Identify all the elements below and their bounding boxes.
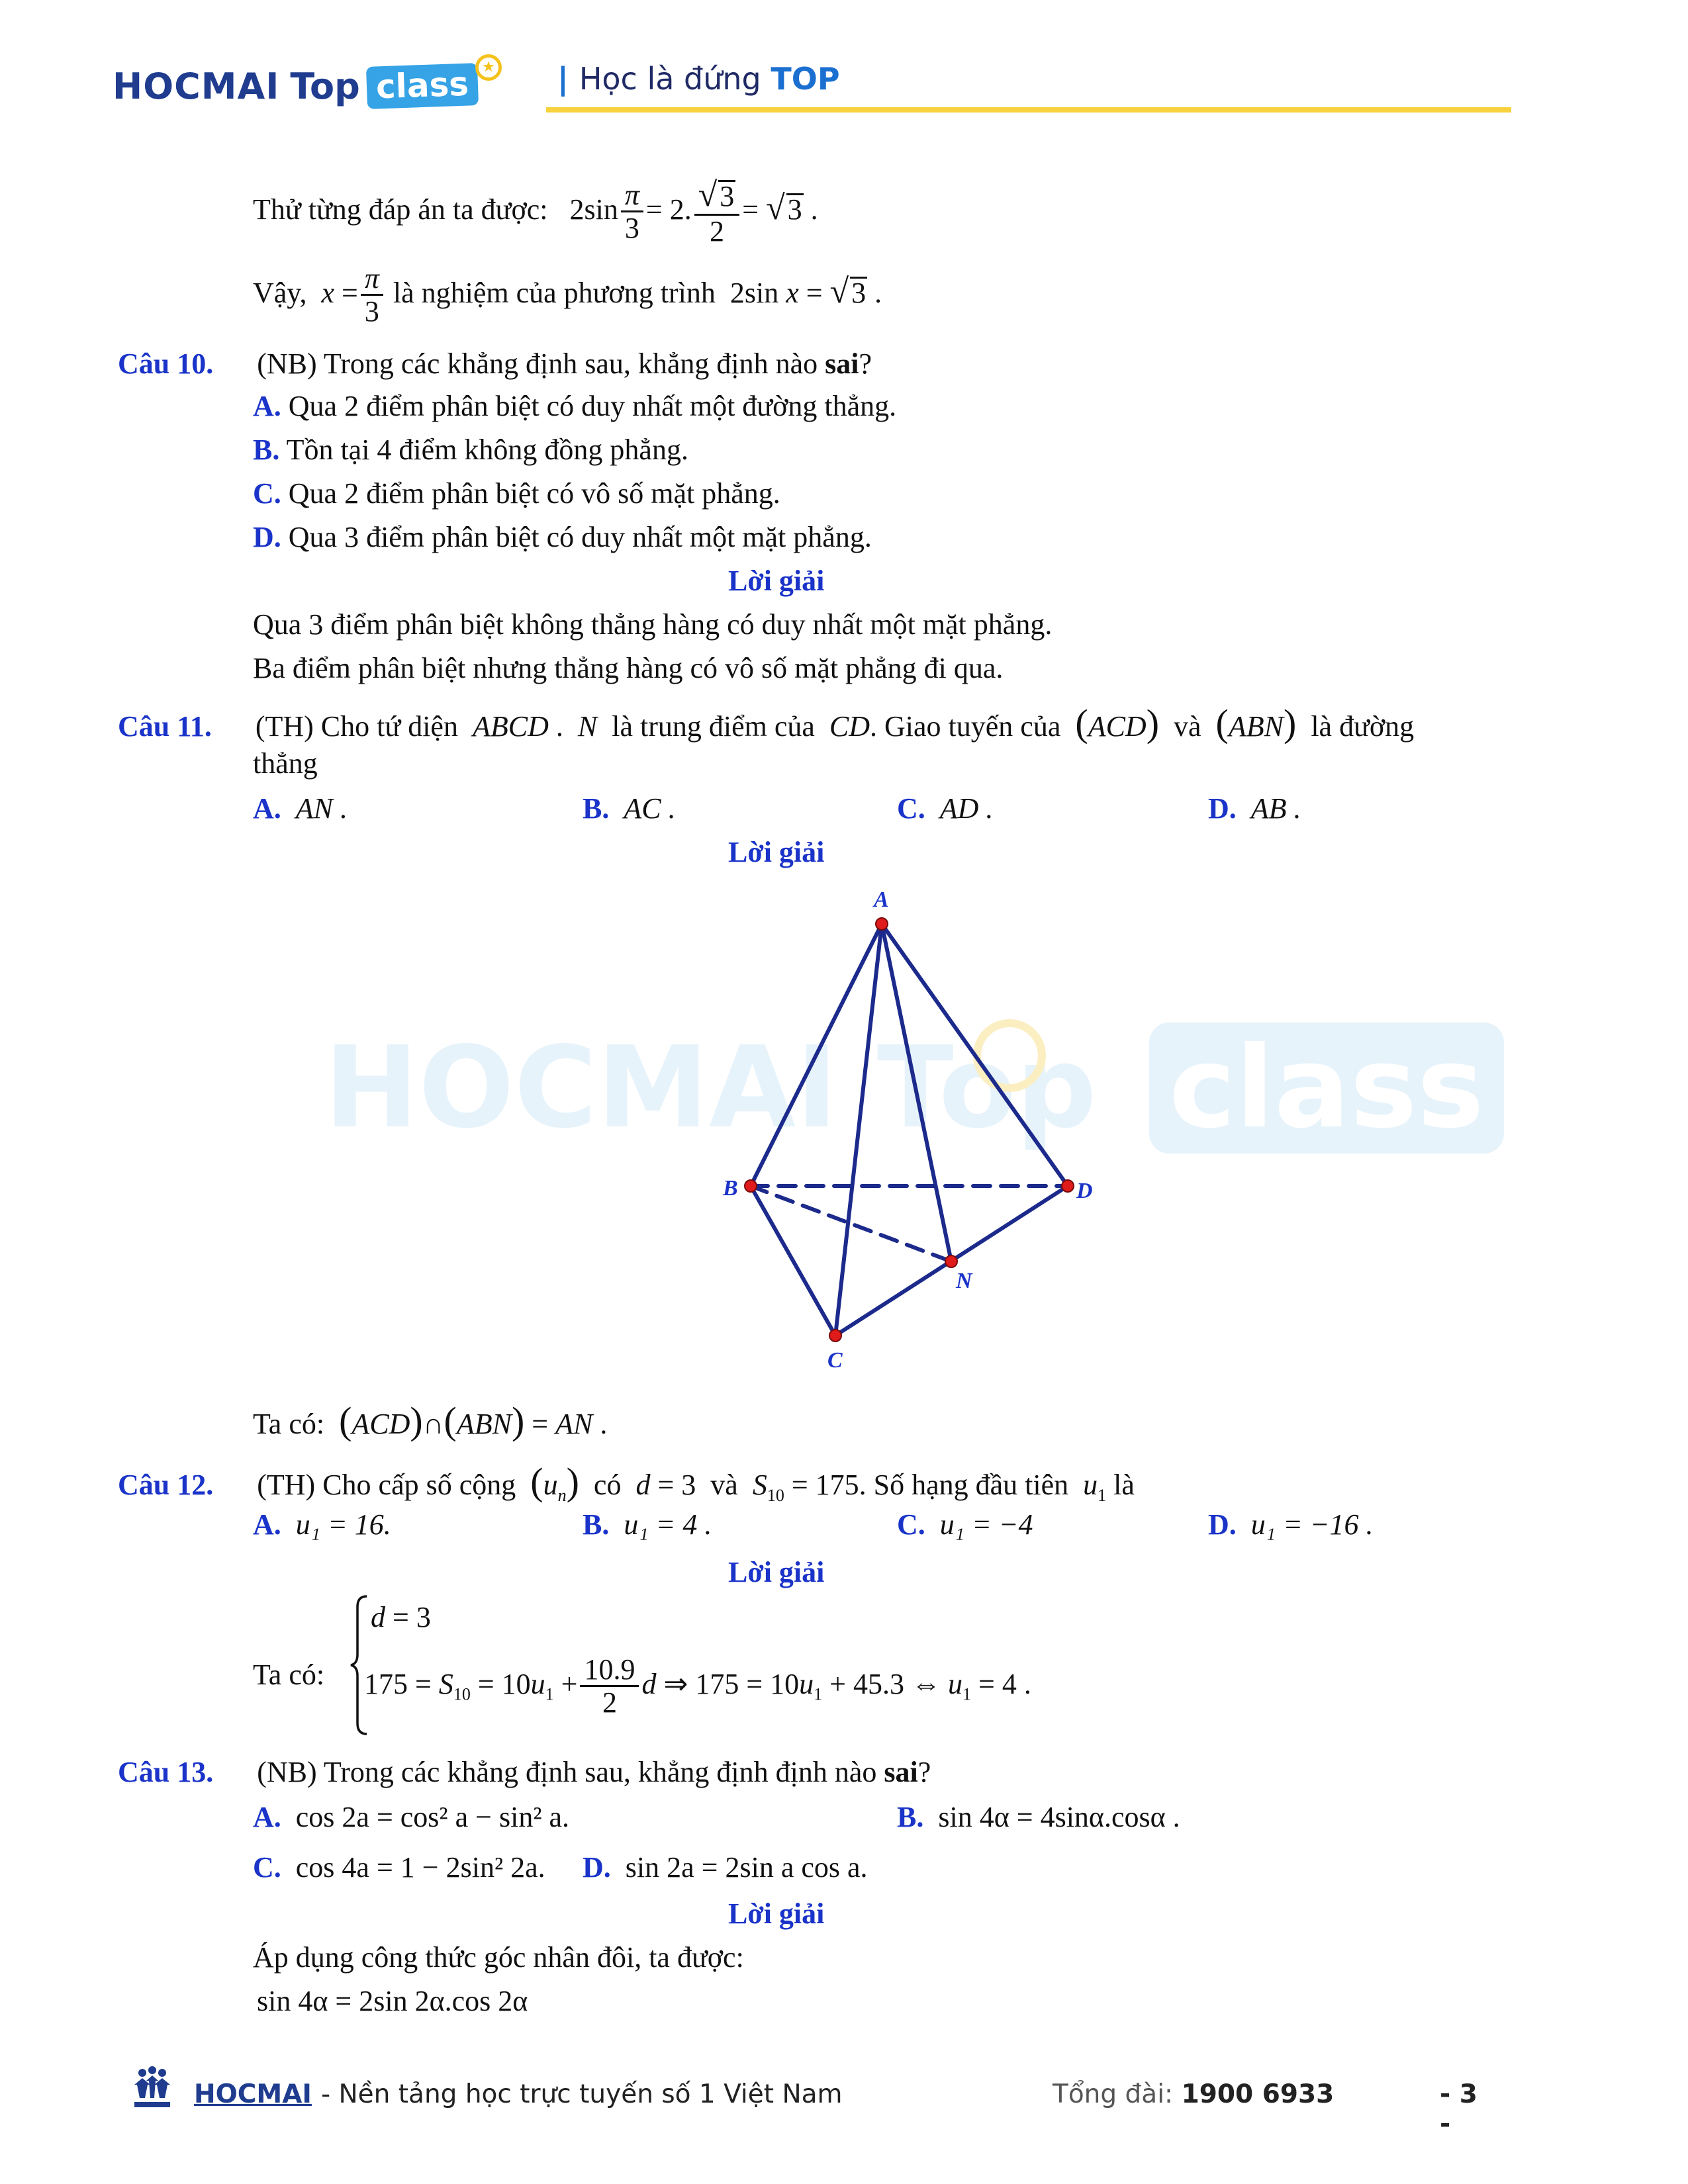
q12-result-pre: Ta có: [253,1659,325,1691]
q11-option-c[interactable] [897,792,993,827]
q11-stem: Câu 11. (TH) Cho tứ diện ABCD . N là trung điểm của CD. Giao tuyến của (ACD) và (ABN) là đường [118,702,1415,745]
q12-option-a-text: u₁ = 16. [295,1508,391,1541]
tagline-top: TOP [771,61,840,97]
q13-option-a[interactable] [253,1800,569,1835]
q11-option-d[interactable] [1208,792,1301,827]
star-icon: ★ [475,54,502,81]
page-number: - 3 - [1440,2079,1477,2139]
q13-option-b-text: sin 4α = 4sinα.cosα . [938,1801,1180,1833]
q11-option-d-key: D. [1208,792,1237,825]
q12-option-c-text: u₁ = −4 [939,1508,1033,1541]
q13-option-b-key: B. [897,1801,924,1833]
q9-conclusion-line [253,263,882,328]
q11-result-line [253,1398,607,1444]
label-n: N [956,1269,972,1293]
q12-option-a[interactable] [253,1508,391,1543]
point-n [945,1255,957,1267]
q12-option-d[interactable] [1208,1508,1373,1543]
q13-stem [118,1755,931,1790]
q10-option-b-key: B. [253,433,280,466]
q10-option-a[interactable] [253,389,896,424]
q10-option-c-text: Qua 2 điểm phân biệt có vô số mặt phẳng. [288,477,780,510]
edge-ab [751,924,882,1186]
q13-stem-bold: sai [884,1756,918,1788]
q12-label: Câu 12. [118,1469,214,1501]
q13-option-c[interactable] [253,1850,545,1886]
q11-math-plane-abn: (ABN) [1215,702,1297,745]
q12-option-b[interactable] [583,1508,712,1543]
edge-bc [751,1186,835,1336]
q10-stem-text: (NB) Trong các khẳng định sau, khẳng định nào [257,347,818,380]
point-b [745,1180,757,1192]
q12-stem [118,1459,1135,1506]
footer-hotline-number: 1900 6933 [1181,2079,1335,2109]
q12-system-eq1: d = 3 [371,1601,431,1633]
q12-stem-e: là [1113,1469,1135,1501]
q10-option-c[interactable] [253,477,780,512]
q11-option-a-text: AN . [295,792,348,825]
point-a [876,918,888,930]
q9-x-value: x = $\frac{\pi}{3}$ [314,277,385,309]
header-tagline [557,61,840,97]
q11-math-n: N [570,710,605,743]
q10-stem [118,347,872,382]
q13-option-d[interactable] [583,1850,868,1886]
q11-stem-line2: thẳng [253,747,318,780]
hocmai-people-icon [129,2065,175,2111]
q11-option-d-text: AB . [1250,792,1301,825]
q12-stem-c: và [710,1469,738,1501]
q11-option-c-text: AD . [939,792,994,825]
q11-solution-title: Lời giải [728,836,825,868]
q13-option-a-text: cos 2a = cos² a − sin² a. [295,1801,570,1833]
footer-brand[interactable]: HOCMAI [194,2079,312,2109]
q11-stem-e: là đường [1311,710,1415,743]
q11-result-formula: (ACD)∩(ABN) = AN . [339,1399,608,1442]
label-c: C [827,1348,843,1373]
q10-option-d[interactable] [253,520,872,555]
tagline-divider: | [557,61,569,97]
q11-option-a-key: A. [253,792,281,825]
q13-stem-text: (NB) Trong các khẳng định sau, khẳng định định nào [257,1756,877,1788]
q12-option-b-text: u₁ = 4 . [624,1508,712,1541]
q12-option-d-text: u₁ = −16 . [1250,1508,1374,1541]
logo-hocmai-text: HOCMAI [113,65,280,107]
q13-option-d-key: D. [583,1851,611,1884]
q13-option-c-text: cos 4a = 1 − 2sin² 2a. [295,1851,545,1884]
q12-stem-a: (TH) Cho cấp số cộng [257,1469,516,1501]
q10-solution-line-2: Ba điểm phân biệt nhưng thẳng hàng có vô số mặt phẳng đi qua. [253,652,1004,684]
q11-option-b[interactable] [583,792,676,827]
q9-test-line [253,177,818,248]
q12-solution-title: Lời giải [728,1556,825,1588]
header-underline [546,107,1511,113]
q11-math-cd: CD [821,710,870,743]
q9-conclusion-pre: Vậy, [253,276,307,309]
q11-math-plane-acd: (ACD) [1075,702,1160,745]
q11-label: Câu 11. [118,710,212,743]
page-header [113,46,1509,119]
q11-option-a[interactable] [253,792,348,827]
q10-option-d-text: Qua 3 điểm phân biệt có duy nhất một mặt phẳng. [288,521,872,553]
q12-math-un: $(u_n)$ [530,1460,579,1505]
q13-option-d-text: sin 2a = 2sin a cos a. [625,1851,868,1884]
q11-stem-d: và [1174,710,1201,743]
label-b: B [723,1176,738,1201]
q13-option-a-key: A. [253,1801,281,1833]
q11-math-abcd: ABCD [465,710,549,743]
q11-option-b-key: B. [583,792,610,825]
q11-result-pre: Ta có: [253,1408,325,1440]
q10-solution-line-1: Qua 3 điểm phân biệt không thẳng hàng có duy nhất một mặt phẳng. [253,608,1053,641]
q12-stem-b: có [593,1469,622,1501]
q12-math-u1: $u_1$ [1083,1469,1107,1505]
tagline-text: Học là đứng [579,61,761,97]
hocmai-topclass-logo [113,59,495,113]
q11-option-b-text: AC . [624,792,676,825]
q12-option-b-key: B. [583,1508,610,1541]
q10-stem-end: ? [859,347,872,380]
q13-option-b[interactable] [897,1800,1180,1835]
q10-option-a-key: A. [253,390,281,422]
q13-solution-line-2: sin 4α = 2sin 2α.cos 2α [257,1985,528,2017]
tetrahedron-figure [695,887,1132,1390]
q12-math-s10: $S_{10} = 175$. [752,1469,867,1505]
q12-math-d: d = 3 [635,1469,704,1501]
q12-stem-d: Số hạng đầu tiên [873,1469,1069,1501]
logo-top-text: Top [290,65,360,107]
q12-option-d-key: D. [1208,1508,1237,1541]
q10-option-d-key: D. [253,521,281,553]
q13-label: Câu 13. [118,1756,214,1788]
footer-hotline [1053,2079,1334,2109]
q10-solution-title: Lời giải [728,565,825,597]
q12-option-a-key: A. [253,1508,281,1541]
q10-stem-bold: sai [825,347,859,380]
footer-description: - Nền tảng học trực tuyến số 1 Việt Nam [321,2079,843,2109]
q10-option-b[interactable] [253,433,688,468]
q10-option-a-text: Qua 2 điểm phân biệt có duy nhất một đường thẳng. [288,390,897,422]
q10-option-b-text: Tồn tại 4 điểm không đồng phẳng. [286,433,688,466]
footer-hotline-label: Tổng đài: [1053,2079,1174,2109]
q9-equation: 2sin x = √3 . [722,272,882,310]
watermark-class: class [1149,1023,1504,1154]
q13-stem-end: ? [917,1756,931,1788]
label-a: A [874,887,889,912]
point-d [1062,1180,1074,1192]
q9-test-text: Thử từng đáp án ta được: [253,193,548,226]
point-c [829,1330,841,1342]
q13-solution-title: Lời giải [728,1897,825,1930]
q10-label: Câu 10. [118,347,214,380]
edge-ac [835,924,882,1336]
q9-test-formula: 2sin $\frac{\pi}{3}$ = 2. $\frac{√3}{2}$ = √3 . [555,176,818,248]
q11-stem-a: (TH) Cho tứ diện [255,710,458,743]
logo-class-badge: class [366,63,479,109]
q12-system-eq2: $175 = S_{10} = 10u_1$ + $\frac{10.9}{2}$ d ⇒ $175 = 10u_1 + 45.3$ ⇔ $u_1 = 4$ . [364,1653,1031,1719]
watermark-hocmai: HOCMAI [324,1023,838,1154]
q10-option-c-key: C. [253,477,281,510]
q11-stem-c: . Giao tuyến của [870,710,1061,743]
q11-option-c-key: C. [897,792,925,825]
label-d: D [1076,1179,1093,1203]
q13-solution-line-1: Áp dụng công thức góc nhân đôi, ta được: [253,1941,744,1974]
q13-option-c-key: C. [253,1851,281,1884]
watermark-top: Top [876,1023,1097,1154]
q12-option-c-key: C. [897,1508,925,1541]
q9-conclusion-mid: là nghiệm của phương trình [393,276,716,309]
page-footer [129,2065,1493,2139]
q12-option-c[interactable] [897,1508,1033,1543]
q11-stem-b: là trung điểm của [612,710,815,743]
